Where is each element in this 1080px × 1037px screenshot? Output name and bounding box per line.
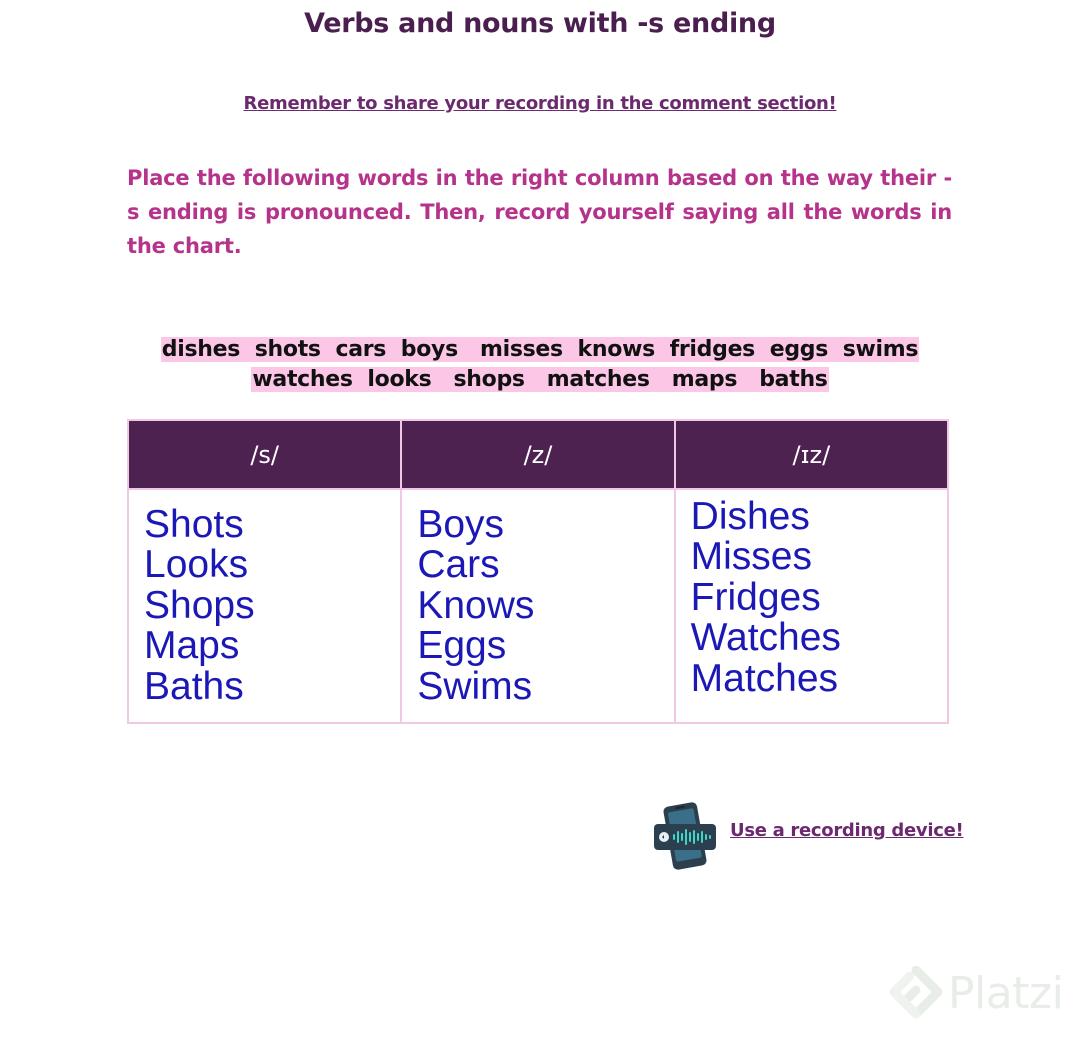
pronunciation-chart: [127, 419, 949, 724]
recording-prompt: [650, 800, 964, 875]
column-iz-words: [690, 494, 947, 700]
word-item: Matches: [690, 656, 839, 700]
word-bank-line-1-text: dishes shots cars boys misses knows fridges eggs swims: [161, 337, 919, 362]
recording-device-link[interactable]: Use a recording device!: [730, 820, 964, 841]
word-item: Misses: [690, 535, 812, 579]
chart-header-row: [128, 420, 948, 489]
platzi-watermark: [888, 962, 1073, 1032]
phone-soundwave-icon: [650, 800, 720, 872]
reminder: [0, 93, 1080, 114]
word-bank-line-2: [0, 365, 1080, 395]
word-item: Shots: [144, 502, 244, 546]
platzi-logo-icon: [888, 966, 944, 1026]
word-item: Baths: [144, 664, 244, 708]
page-title: Verbs and nouns with -s ending: [304, 8, 776, 39]
instructions-text: Place the following words in the right column based on the way their -s ending is pronounced. Then, record yourself saying all the words in the chart.: [127, 166, 952, 258]
word-item: Eggs: [417, 624, 507, 668]
column-z: [401, 489, 674, 723]
header-z: /z/: [401, 420, 674, 489]
header-iz: /ɪz/: [675, 420, 948, 489]
word-item: Shops: [144, 583, 255, 627]
chart-body-row: [128, 489, 948, 723]
word-item: Fridges: [690, 575, 821, 619]
word-item: Maps: [144, 624, 240, 668]
column-z-words: [417, 502, 673, 708]
watermark-text: Platzi: [948, 968, 1064, 1019]
word-bank: [0, 335, 1080, 395]
column-iz: [675, 489, 948, 723]
share-recording-link[interactable]: Remember to share your recording in the comment section!: [243, 93, 837, 114]
word-item: Boys: [417, 502, 505, 546]
word-item: Cars: [417, 543, 500, 587]
header-s: /s/: [128, 420, 401, 489]
word-item: Watches: [690, 616, 841, 660]
column-s: [128, 489, 401, 723]
word-item: Dishes: [690, 494, 810, 538]
word-item: Swims: [417, 664, 533, 708]
word-item: Knows: [417, 583, 535, 627]
column-s-words: [144, 502, 400, 708]
word-item: Looks: [144, 543, 249, 587]
word-bank-line-2-text: watches looks shops matches maps baths: [252, 367, 828, 392]
word-bank-line-1: [0, 335, 1080, 365]
